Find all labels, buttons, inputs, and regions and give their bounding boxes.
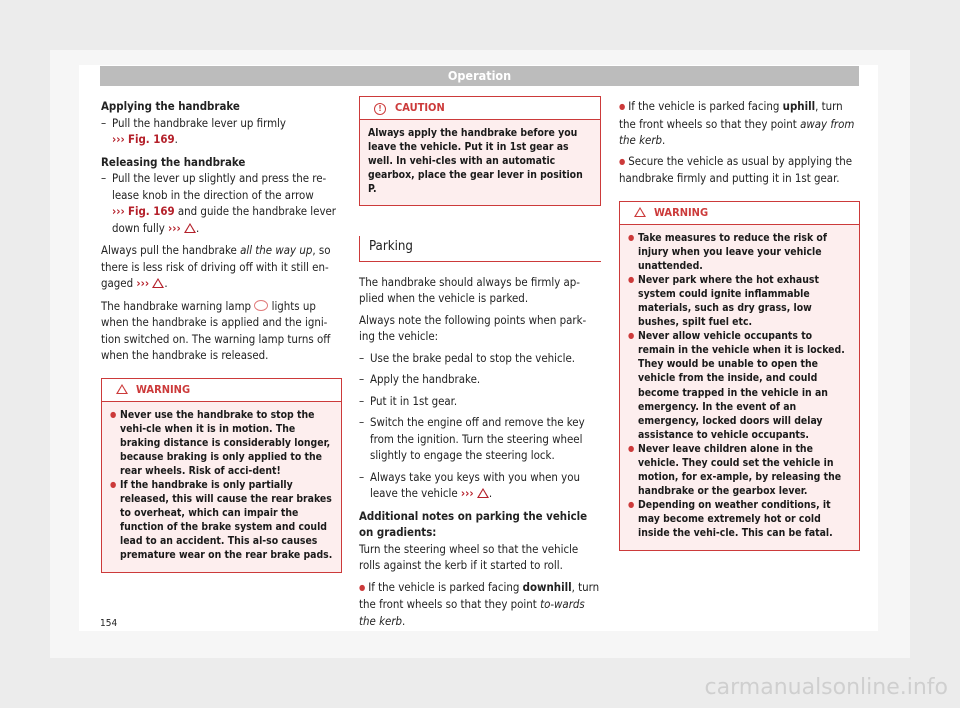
info-circle-icon: ! [374, 103, 386, 115]
parking-step: – Apply the handbrake. [359, 371, 601, 388]
warning-item: ● Never leave children alone in the vehicle. They could set the vehicle in motion, for ex-ample, by releasing the handbrake or the gearbox lever. [628, 442, 851, 498]
warning-item: ● Take measures to reduce the risk of injury when you leave your vehicle unattended. [628, 231, 851, 273]
fig-link[interactable]: Fig. 169 [127, 204, 175, 218]
warning-item: ● Never use the handbrake to stop the vehi-cle when it is in motion. The braking distance is considerably longer, because braking is only applied to the rear wheels. Risk of acci-dent! [110, 408, 333, 478]
section-title-parking: Parking [359, 239, 601, 262]
warning-icon [634, 207, 646, 217]
warning-box-parking [619, 201, 860, 551]
parking-step: – Use the brake pedal to stop the vehicle. [359, 350, 601, 367]
downhill-paragraph: ● If the vehicle is parked facing downhill, turn the front wheels so that they point to-wards the kerb. [359, 579, 600, 628]
parking-step: – Switch the engine off and remove the key from the ignition. Turn the steering wheel slightly to engage the steering lock. [359, 414, 601, 464]
warning-item: ● If the handbrake is only partially released, this will cause the rear brakes to overheat, which can impair the function of the brake system and could lead to an accident. This al-so causes premature wear on the rear brake pads. [110, 478, 333, 563]
warning-box-handbrake [101, 378, 342, 573]
caution-box [359, 96, 601, 206]
bullet-icon: ● [619, 102, 626, 111]
heading-releasing: Releasing the handbrake [101, 154, 246, 169]
caution-header: ! CAUTION [360, 97, 600, 120]
section-header: Operation [100, 66, 859, 86]
parking-intro: The handbrake should always be firmly ap-plied when the vehicle is parked. [359, 274, 580, 306]
column-right [619, 98, 860, 551]
parking-note: Always note the following points when park-ing the vehicle: [359, 312, 587, 344]
bullet-icon: ● [619, 156, 626, 166]
uphill-paragraph: ● If the vehicle is parked facing uphill, turn the front wheels so that they point away from the kerb. [619, 99, 855, 147]
page-number: 154 [100, 618, 118, 629]
heading-gradients: Additional notes on parking the vehicle on gradients: [359, 508, 588, 540]
secure-paragraph: ● Secure the vehicle as usual by applying the handbrake firmly and putting it in 1st gear. [619, 153, 853, 185]
warning-item: ● Never allow vehicle occupants to remain in the vehicle when it is locked. They would be unable to open the vehicle from the inside, and could become trapped in the vehicle in an emergency. In the event of an emergency, locked doors will delay assistance to vehicle occupants. [628, 329, 851, 442]
brake-warning-lamp-icon [254, 300, 268, 311]
warning-header: WARNING [620, 202, 859, 225]
ref-arrows: ››› [136, 276, 150, 290]
warning-body [102, 402, 341, 572]
column-middle [359, 96, 601, 629]
pull-paragraph: Always pull the handbrake all the way up, so there is less risk of driving off with it still en-gaged ››› . [101, 243, 331, 290]
turn-paragraph: Turn the steering wheel so that the vehicle rolls against the kerb if it started to roll. [359, 541, 579, 573]
caution-body: Always apply the handbrake before you leave the vehicle. Put it in 1st gear as well. In vehi-cles with an automatic gearbox, place the gear lever in position P. [368, 127, 583, 196]
watermark: carmanualsonline.info [704, 675, 948, 700]
warning-item: ● Depending on weather conditions, it may become extremely hot or cold inside the vehi-cle. This can be fatal. [628, 498, 851, 540]
bullet-icon: ● [359, 582, 366, 592]
warning-body [620, 225, 859, 550]
ref-arrows: ››› [168, 220, 181, 235]
ref-arrows: ››› [112, 204, 125, 218]
apply-step: – Pull the handbrake lever up firmly ››› Fig. 169. [101, 115, 342, 148]
warning-triangle-icon[interactable] [184, 223, 196, 233]
heading-applying: Applying the handbrake [101, 99, 240, 113]
warning-icon [116, 384, 128, 394]
parking-step-keys: – Always take you keys with you when you leave the vehicle ››› . [359, 469, 601, 502]
parking-step: – Put it in 1st gear. [359, 393, 601, 410]
warning-item: ● Never park where the hot exhaust system could ignite inflammable materials, such as dry grass, low bushes, spilt fuel etc. [628, 273, 851, 329]
fig-link[interactable]: Fig. 169 [127, 132, 175, 146]
ref-arrows: ››› [112, 132, 125, 146]
warning-header: WARNING [102, 379, 341, 402]
ref-arrows: ››› [460, 486, 474, 501]
warning-triangle-icon[interactable] [477, 488, 489, 498]
warning-triangle-icon[interactable] [152, 278, 164, 288]
column-left [101, 98, 342, 573]
lamp-paragraph: The handbrake warning lamp lights up when the handbrake is applied and the igni-tion switched on. The warning lamp turns off when the handbrake is released. [101, 298, 331, 362]
release-step: – Pull the lever up slightly and press the re- lease knob in the direction of the arrow ››› Fig. 169 and guide the handbrake lever down fully ››› . [101, 170, 342, 236]
